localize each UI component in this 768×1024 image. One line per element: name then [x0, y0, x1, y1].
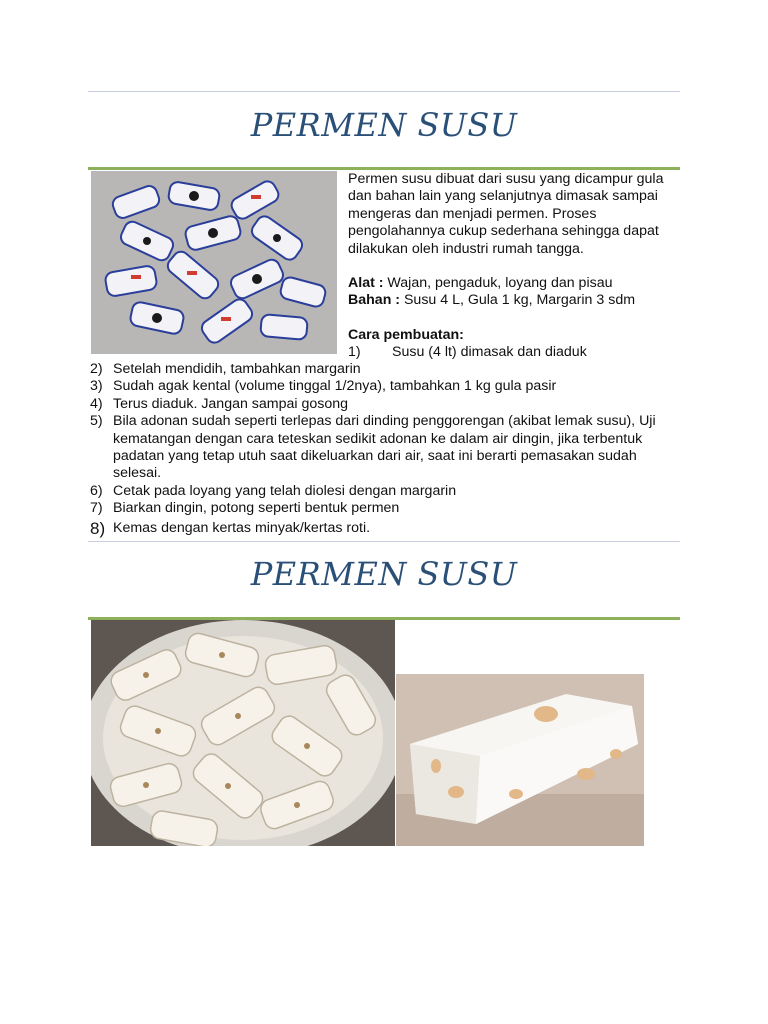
step-item [348, 344, 678, 361]
step-text: Kemas dengan kertas minyak/kertas roti. [113, 519, 371, 536]
step-number: 6) [90, 482, 103, 499]
step-item [90, 361, 680, 378]
ingredients-label: Bahan : [348, 292, 401, 309]
top-divider [88, 91, 680, 92]
step-item [90, 500, 680, 517]
step-number: 2) [90, 361, 103, 377]
ingredients-value: Susu 4 L, Gula 1 kg, Margarin 3 sdm [400, 292, 636, 309]
step-item [90, 378, 680, 395]
step-text: Bila adonan sudah seperti terlepas dari dinding penggorengan (akibat lemak susu), Uji kematangan dengan cara teteskan sedikit adonan ke dalam air dingin, jika terbentuk padatan yang tetap utuh saat dikeluarkan dari air, saat ini berarti pemasakan sudah selesai. [113, 413, 656, 482]
method-heading: Cara pembuatan: [348, 326, 464, 343]
tools-label: Alat : [348, 275, 384, 292]
intro-block [348, 171, 678, 362]
step-number: 3) [90, 378, 103, 395]
ingredients-line [348, 292, 678, 309]
step-item [90, 483, 680, 500]
step-text: Susu (4 lt) dimasak dan diaduk [392, 344, 587, 361]
step-number: 1) [348, 344, 361, 361]
step-text: Biarkan dingin, potong seperti bentuk permen [113, 500, 400, 517]
tools-value: Wajan, pengaduk, loyang dan pisau [383, 275, 613, 292]
step-text: Sudah agak kental (volume tinggal 1/2nya), tambahkan 1 kg gula pasir [113, 378, 557, 395]
page-title: PERMEN SUSU [250, 106, 518, 144]
step-item [90, 396, 680, 413]
intro-paragraph: Permen susu dibuat dari susu yang dicampur gula dan bahan lain yang selanjutnya dimasak sampai mengeras dan menjadi permen. Proses pengolahannya cukup sederhana sehingga dapat dilakukan oleh industri rumah tangga. [348, 171, 664, 257]
steps-list [90, 361, 680, 537]
page-title-2: PERMEN SUSU [250, 555, 518, 593]
candy-photo-1 [91, 171, 337, 354]
step-text: Setelah mendidih, tambahkan margarin [113, 361, 361, 377]
step-number: 4) [90, 395, 103, 412]
step-item [90, 413, 680, 483]
step-text: Cetak pada loyang yang telah diolesi dengan margarin [113, 482, 457, 499]
candy-bar-photo [396, 674, 644, 846]
step-text: Terus diaduk. Jangan sampai gosong [113, 395, 349, 412]
section-divider [88, 541, 680, 542]
step-number: 7) [90, 500, 103, 517]
step-item [90, 520, 680, 537]
title-underline [88, 167, 680, 170]
step-number: 8) [90, 518, 106, 538]
step-number: 5) [90, 413, 103, 430]
tools-line [348, 275, 678, 292]
candy-bowl-photo [91, 620, 395, 846]
